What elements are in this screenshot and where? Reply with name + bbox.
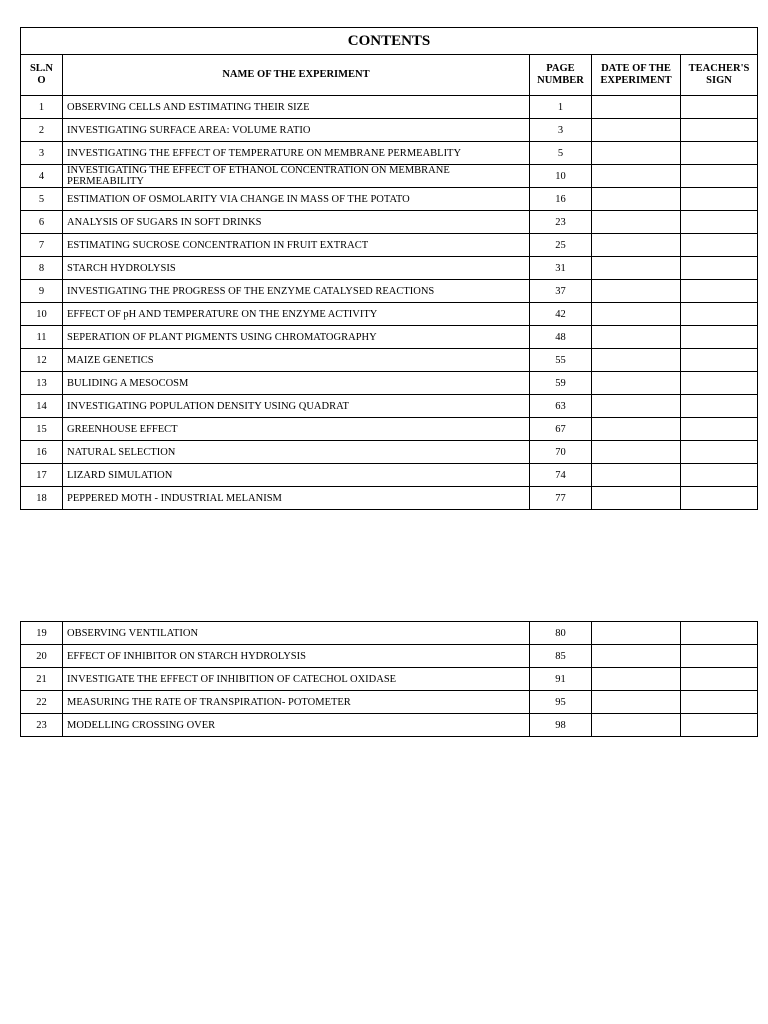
row-page-number: 16 — [530, 188, 592, 211]
row-page-number: 31 — [530, 257, 592, 280]
row-sign-cell — [681, 714, 758, 737]
row-sl-no: 8 — [21, 257, 63, 280]
row-sl-no: 22 — [21, 691, 63, 714]
row-sign-cell — [681, 303, 758, 326]
row-experiment-name: ESTIMATION OF OSMOLARITY VIA CHANGE IN MASS OF THE POTATO — [63, 188, 530, 211]
table-row — [21, 464, 758, 487]
row-date-cell — [592, 234, 681, 257]
row-experiment-name: INVESTIGATING SURFACE AREA: VOLUME RATIO — [63, 119, 530, 142]
row-experiment-name: BULIDING A MESOCOSM — [63, 372, 530, 395]
row-page-number: 3 — [530, 119, 592, 142]
row-date-cell — [592, 418, 681, 441]
row-sl-no: 21 — [21, 668, 63, 691]
table-row — [21, 714, 758, 737]
row-page-number: 25 — [530, 234, 592, 257]
contents-table-continued — [20, 621, 758, 737]
row-date-cell — [592, 211, 681, 234]
row-page-number: 10 — [530, 165, 592, 188]
row-date-cell — [592, 257, 681, 280]
row-date-cell — [592, 691, 681, 714]
row-sign-cell — [681, 280, 758, 303]
row-date-cell — [592, 303, 681, 326]
row-sign-cell — [681, 441, 758, 464]
row-sl-no: 19 — [21, 622, 63, 645]
row-date-cell — [592, 326, 681, 349]
row-experiment-name: INVESTIGATING THE EFFECT OF TEMPERATURE ON MEMBRANE PERMEABLITY — [63, 142, 530, 165]
row-experiment-name: MEASURING THE RATE OF TRANSPIRATION- POTOMETER — [63, 691, 530, 714]
table-row — [21, 487, 758, 510]
row-sl-no: 1 — [21, 96, 63, 119]
row-experiment-name: OBSERVING CELLS AND ESTIMATING THEIR SIZE — [63, 96, 530, 119]
row-experiment-name: INVESTIGATING POPULATION DENSITY USING QUADRAT — [63, 395, 530, 418]
row-experiment-name: PEPPERED MOTH - INDUSTRIAL MELANISM — [63, 487, 530, 510]
table-row — [21, 691, 758, 714]
row-page-number: 85 — [530, 645, 592, 668]
row-sign-cell — [681, 211, 758, 234]
row-date-cell — [592, 622, 681, 645]
row-sign-cell — [681, 622, 758, 645]
table-row — [21, 395, 758, 418]
row-page-number: 5 — [530, 142, 592, 165]
row-experiment-name: MODELLING CROSSING OVER — [63, 714, 530, 737]
row-date-cell — [592, 142, 681, 165]
row-page-number: 59 — [530, 372, 592, 395]
row-sl-no: 10 — [21, 303, 63, 326]
table-row — [21, 372, 758, 395]
row-experiment-name: ESTIMATING SUCROSE CONCENTRATION IN FRUIT EXTRACT — [63, 234, 530, 257]
row-date-cell — [592, 464, 681, 487]
row-sign-cell — [681, 395, 758, 418]
row-experiment-name: GREENHOUSE EFFECT — [63, 418, 530, 441]
row-date-cell — [592, 280, 681, 303]
row-sign-cell — [681, 96, 758, 119]
row-sign-cell — [681, 691, 758, 714]
row-sign-cell — [681, 349, 758, 372]
row-sign-cell — [681, 464, 758, 487]
row-sign-cell — [681, 165, 758, 188]
page-title: CONTENTS — [21, 28, 758, 55]
table-row — [21, 119, 758, 142]
row-sl-no: 12 — [21, 349, 63, 372]
table-row — [21, 303, 758, 326]
row-sign-cell — [681, 372, 758, 395]
contents-table — [20, 27, 758, 510]
table-row — [21, 96, 758, 119]
table-row — [21, 349, 758, 372]
row-date-cell — [592, 668, 681, 691]
row-page-number: 23 — [530, 211, 592, 234]
row-sl-no: 20 — [21, 645, 63, 668]
row-page-number: 67 — [530, 418, 592, 441]
row-experiment-name: ANALYSIS OF SUGARS IN SOFT DRINKS — [63, 211, 530, 234]
row-sign-cell — [681, 487, 758, 510]
row-date-cell — [592, 645, 681, 668]
row-sl-no: 11 — [21, 326, 63, 349]
table-row — [21, 188, 758, 211]
row-page-number: 95 — [530, 691, 592, 714]
row-sign-cell — [681, 668, 758, 691]
header-sl-no: SL.N O — [21, 55, 63, 96]
table-row — [21, 645, 758, 668]
row-page-number: 55 — [530, 349, 592, 372]
row-page-number: 42 — [530, 303, 592, 326]
row-sign-cell — [681, 326, 758, 349]
row-page-number: 37 — [530, 280, 592, 303]
row-date-cell — [592, 96, 681, 119]
table-row — [21, 211, 758, 234]
row-experiment-name: MAIZE GENETICS — [63, 349, 530, 372]
row-experiment-name: LIZARD SIMULATION — [63, 464, 530, 487]
row-experiment-name: EFFECT OF INHIBITOR ON STARCH HYDROLYSIS — [63, 645, 530, 668]
row-page-number: 74 — [530, 464, 592, 487]
row-date-cell — [592, 188, 681, 211]
row-sl-no: 7 — [21, 234, 63, 257]
table-row — [21, 418, 758, 441]
row-experiment-name: STARCH HYDROLYSIS — [63, 257, 530, 280]
row-sl-no: 5 — [21, 188, 63, 211]
row-date-cell — [592, 714, 681, 737]
row-date-cell — [592, 349, 681, 372]
table-row — [21, 234, 758, 257]
row-sign-cell — [681, 645, 758, 668]
row-experiment-name: NATURAL SELECTION — [63, 441, 530, 464]
row-experiment-name: SEPERATION OF PLANT PIGMENTS USING CHROMATOGRAPHY — [63, 326, 530, 349]
row-experiment-name: OBSERVING VENTILATION — [63, 622, 530, 645]
row-page-number: 70 — [530, 441, 592, 464]
row-page-number: 48 — [530, 326, 592, 349]
row-date-cell — [592, 119, 681, 142]
row-date-cell — [592, 395, 681, 418]
table-row — [21, 280, 758, 303]
header-page-number: PAGE NUMBER — [530, 55, 592, 96]
row-date-cell — [592, 441, 681, 464]
table-row — [21, 622, 758, 645]
header-teacher-sign: TEACHER'S SIGN — [681, 55, 758, 96]
row-sl-no: 14 — [21, 395, 63, 418]
row-date-cell — [592, 165, 681, 188]
row-page-number: 63 — [530, 395, 592, 418]
row-sl-no: 18 — [21, 487, 63, 510]
row-sl-no: 17 — [21, 464, 63, 487]
row-sign-cell — [681, 119, 758, 142]
row-sl-no: 15 — [21, 418, 63, 441]
row-experiment-name: INVESTIGATING THE PROGRESS OF THE ENZYME CATALYSED REACTIONS — [63, 280, 530, 303]
row-sl-no: 23 — [21, 714, 63, 737]
table-row — [21, 441, 758, 464]
table-row — [21, 326, 758, 349]
row-sign-cell — [681, 257, 758, 280]
row-page-number: 91 — [530, 668, 592, 691]
row-sl-no: 16 — [21, 441, 63, 464]
table-row — [21, 142, 758, 165]
row-page-number: 1 — [530, 96, 592, 119]
row-sl-no: 4 — [21, 165, 63, 188]
row-page-number: 77 — [530, 487, 592, 510]
row-experiment-name: EFFECT OF pH AND TEMPERATURE ON THE ENZYME ACTIVITY — [63, 303, 530, 326]
row-sl-no: 9 — [21, 280, 63, 303]
row-page-number: 98 — [530, 714, 592, 737]
row-date-cell — [592, 487, 681, 510]
row-sign-cell — [681, 418, 758, 441]
row-date-cell — [592, 372, 681, 395]
table-row — [21, 668, 758, 691]
table-row — [21, 165, 758, 188]
row-sl-no: 3 — [21, 142, 63, 165]
header-date: DATE OF THE EXPERIMENT — [592, 55, 681, 96]
row-experiment-name: INVESTIGATING THE EFFECT OF ETHANOL CONCENTRATION ON MEMBRANE PERMEABILITY — [63, 165, 530, 188]
row-sign-cell — [681, 188, 758, 211]
row-sl-no: 6 — [21, 211, 63, 234]
row-page-number: 80 — [530, 622, 592, 645]
row-sl-no: 2 — [21, 119, 63, 142]
row-sign-cell — [681, 234, 758, 257]
row-sl-no: 13 — [21, 372, 63, 395]
header-experiment-name: NAME OF THE EXPERIMENT — [63, 55, 530, 96]
row-sign-cell — [681, 142, 758, 165]
row-experiment-name: INVESTIGATE THE EFFECT OF INHIBITION OF CATECHOL OXIDASE — [63, 668, 530, 691]
table-row — [21, 257, 758, 280]
